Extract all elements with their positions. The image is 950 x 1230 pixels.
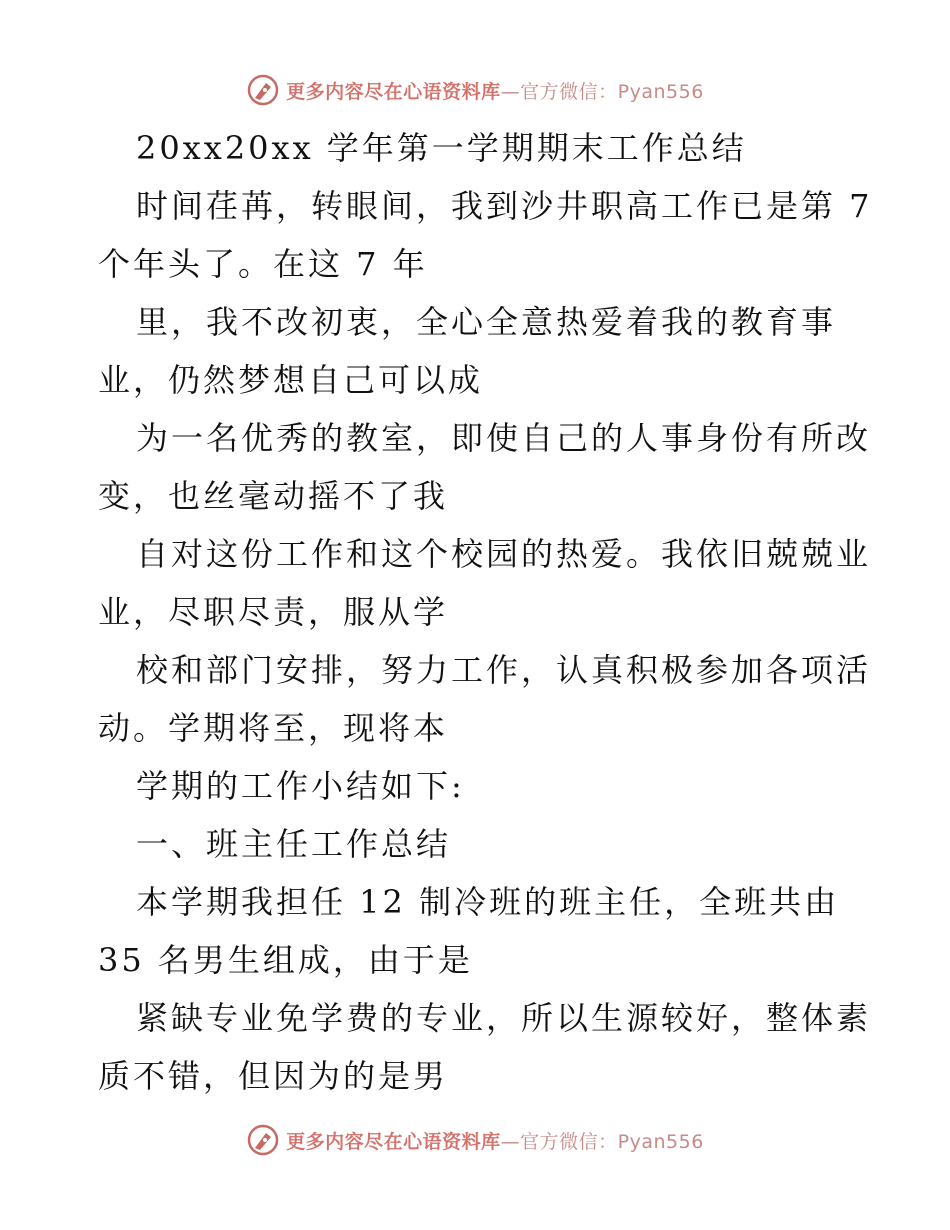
- paragraph-line-15: 紧缺专业免学费的专业，所以生源较好，整体素: [136, 999, 872, 1037]
- watermark-separator: —: [500, 80, 521, 103]
- document-title: 20xx20xx 学年第一学期期末工作总结: [136, 129, 747, 167]
- paragraph-line-9: 校和部门安排，努力工作，认真积极参加各项活: [136, 651, 872, 689]
- paragraph-line-14: 35 名男生组成，由于是: [98, 941, 473, 979]
- paragraph-line-4: 业，仍然梦想自己可以成: [98, 361, 484, 399]
- watermark-brand: 更多内容尽在心语资料库: [286, 1130, 501, 1153]
- paragraph-line-3: 里，我不改初衷，全心全意热爱着我的教育事: [136, 303, 837, 341]
- watermark-contact: 官方微信：Pyan556: [520, 1130, 704, 1153]
- paragraph-line-5: 为一名优秀的教室，即使自己的人事身份有所改: [136, 419, 872, 457]
- footer-watermark: [0, 1120, 950, 1160]
- paragraph-line-2: 个年头了。在这 7 年: [98, 245, 428, 283]
- watermark-group: [246, 73, 704, 107]
- paragraph-line-7: 自对这份工作和这个校园的热爱。我依旧兢兢业: [136, 535, 872, 573]
- paragraph-line-6: 变，也丝毫动摇不了我: [98, 477, 449, 515]
- pen-nib-logo-icon: [246, 73, 280, 107]
- watermark-group: [246, 1123, 704, 1157]
- watermark-text: [286, 77, 704, 104]
- paragraph-line-1: 时间荏苒，转眼间，我到沙井职高工作已是第 7: [136, 187, 873, 225]
- watermark-contact: 官方微信：Pyan556: [520, 80, 704, 103]
- paragraph-line-13: 本学期我担任 12 制冷班的班主任，全班共由: [136, 883, 840, 921]
- paragraph-line-8: 业，尽职尽责，服从学: [98, 593, 449, 631]
- watermark-text: [286, 1127, 704, 1154]
- header-watermark: [0, 70, 950, 110]
- watermark-brand: 更多内容尽在心语资料库: [286, 80, 501, 103]
- pen-nib-logo-icon: [246, 1123, 280, 1157]
- section-heading: 一、班主任工作总结: [136, 825, 452, 863]
- paragraph-line-10: 动。学期将至，现将本: [98, 709, 449, 747]
- paragraph-line-11: 学期的工作小结如下:: [136, 767, 465, 805]
- watermark-separator: —: [500, 1130, 521, 1153]
- paragraph-line-16: 质不错，但因为的是男: [98, 1057, 449, 1095]
